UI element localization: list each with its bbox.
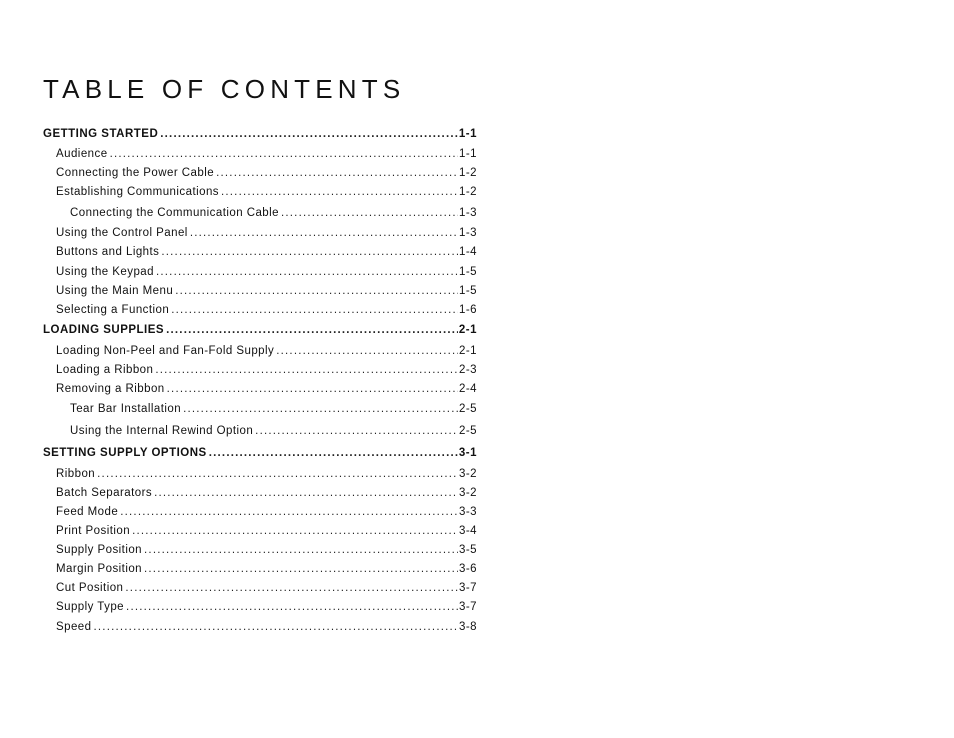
toc-dot-leader <box>161 245 458 259</box>
toc-dot-leader <box>167 382 458 396</box>
toc-dot-leader <box>126 600 458 614</box>
toc-entry[interactable] <box>43 486 477 500</box>
toc-entry-title: Using the Keypad <box>56 266 154 278</box>
toc-entry[interactable] <box>43 467 477 481</box>
toc-dot-leader <box>144 562 458 576</box>
toc-entry-title: Buttons and Lights <box>56 246 160 258</box>
toc-entry-title: Using the Main Menu <box>56 285 174 297</box>
toc-entry-title: Establishing Communications <box>56 186 219 198</box>
toc-entry-title: Audience <box>56 148 108 160</box>
toc-page-number: 1-2 <box>459 167 477 179</box>
toc-dot-leader <box>221 185 458 199</box>
toc-entry[interactable] <box>43 303 477 317</box>
toc-entry-title: Cut Position <box>56 582 124 594</box>
toc-page-number: 2-1 <box>458 324 477 336</box>
toc-page-number: 1-5 <box>459 266 477 278</box>
toc-dot-leader <box>125 581 458 595</box>
toc-dot-leader <box>171 303 458 317</box>
toc-page-number: 1-1 <box>459 148 477 160</box>
toc-entry[interactable] <box>43 323 477 337</box>
toc-entry[interactable] <box>43 166 477 180</box>
toc-page-number: 1-5 <box>459 285 477 297</box>
toc-dot-leader <box>154 486 458 500</box>
toc-entry[interactable] <box>43 620 477 634</box>
toc-entry[interactable] <box>43 600 477 614</box>
toc-entry[interactable] <box>43 363 477 377</box>
toc-dot-leader <box>209 446 458 460</box>
toc-dot-leader <box>183 402 458 416</box>
toc-entry-title: Connecting the Communication Cable <box>70 207 279 219</box>
toc-entry[interactable] <box>43 127 477 141</box>
toc-entry-title: Supply Position <box>56 544 143 556</box>
toc-dot-leader <box>94 620 459 634</box>
toc-page-number: 1-3 <box>459 207 477 219</box>
toc-dot-leader <box>166 323 458 337</box>
toc-dot-leader <box>216 166 458 180</box>
toc-dot-leader <box>156 265 458 279</box>
toc-entry-title: Tear Bar Installation <box>70 403 182 415</box>
toc-entry[interactable] <box>43 185 477 199</box>
toc-dot-leader <box>120 505 458 519</box>
toc-entry[interactable] <box>43 284 477 298</box>
toc-entry[interactable] <box>43 382 477 396</box>
toc-page-number: 3-5 <box>459 544 477 556</box>
toc-entry-title: Feed Mode <box>56 506 119 518</box>
toc-entry[interactable] <box>43 505 477 519</box>
toc-entry-title: Supply Type <box>56 601 125 613</box>
toc-entry-title: Using the Internal Rewind Option <box>70 425 254 437</box>
toc-page-number: 3-8 <box>459 621 477 633</box>
toc-dot-leader <box>160 127 458 141</box>
toc-entry[interactable] <box>43 206 477 220</box>
toc-entry[interactable] <box>43 424 477 438</box>
toc-entry[interactable] <box>43 543 477 557</box>
toc-entry-title: Loading Non-Peel and Fan-Fold Supply <box>56 345 275 357</box>
toc-page-number: 3-6 <box>459 563 477 575</box>
toc-page-number: 2-1 <box>459 345 477 357</box>
toc-entry[interactable] <box>43 265 477 279</box>
toc-page-number: 3-4 <box>459 525 477 537</box>
toc-entry[interactable] <box>43 245 477 259</box>
toc-page-number: 3-7 <box>459 582 477 594</box>
toc-entry-title: Batch Separators <box>56 487 153 499</box>
toc-page-number: 1-2 <box>459 186 477 198</box>
toc-page-number: 2-4 <box>459 383 477 395</box>
toc-entry[interactable] <box>43 524 477 538</box>
toc-dot-leader <box>276 344 458 358</box>
toc-entry[interactable] <box>43 562 477 576</box>
toc-entry-title: Loading a Ribbon <box>56 364 154 376</box>
toc-dot-leader <box>132 524 458 538</box>
toc-page-number: 2-5 <box>459 425 477 437</box>
toc-page-number: 3-2 <box>459 468 477 480</box>
toc-entry[interactable] <box>43 402 477 416</box>
toc-entry-title: GETTING STARTED <box>43 128 159 140</box>
toc-entry-title: Connecting the Power Cable <box>56 167 215 179</box>
toc-dot-leader <box>155 363 458 377</box>
toc-entry-title: Speed <box>56 621 92 633</box>
toc-dot-leader <box>144 543 458 557</box>
toc-entry[interactable] <box>43 446 477 460</box>
toc-page-number: 1-1 <box>458 128 477 140</box>
toc-page-number: 3-3 <box>459 506 477 518</box>
toc-entry-title: Selecting a Function <box>56 304 170 316</box>
toc-entry[interactable] <box>43 344 477 358</box>
toc-dot-leader <box>190 226 458 240</box>
toc-dot-leader <box>281 206 458 220</box>
toc-page-number: 3-7 <box>459 601 477 613</box>
toc-page-number: 3-2 <box>459 487 477 499</box>
toc-entry-title: Print Position <box>56 525 131 537</box>
toc-page-number: 1-3 <box>459 227 477 239</box>
toc-entry[interactable] <box>43 147 477 161</box>
toc-entry-title: LOADING SUPPLIES <box>43 324 165 336</box>
toc-dot-leader <box>255 424 458 438</box>
toc-dot-leader <box>110 147 458 161</box>
toc-entry[interactable] <box>43 226 477 240</box>
toc-entry-title: SETTING SUPPLY OPTIONS <box>43 447 207 459</box>
toc-page-number: 2-5 <box>459 403 477 415</box>
toc-entry[interactable] <box>43 581 477 595</box>
toc-entry-title: Ribbon <box>56 468 96 480</box>
page-title: TABLE OF CONTENTS <box>43 74 406 104</box>
toc-page-number: 1-4 <box>459 246 477 258</box>
toc-page-number: 3-1 <box>458 447 477 459</box>
toc-entry-title: Margin Position <box>56 563 143 575</box>
toc-page-number: 1-6 <box>459 304 477 316</box>
toc-entry-title: Removing a Ribbon <box>56 383 165 395</box>
toc-dot-leader <box>97 467 458 481</box>
toc-entry-title: Using the Control Panel <box>56 227 188 239</box>
toc-page-number: 2-3 <box>459 364 477 376</box>
toc-dot-leader <box>175 284 458 298</box>
